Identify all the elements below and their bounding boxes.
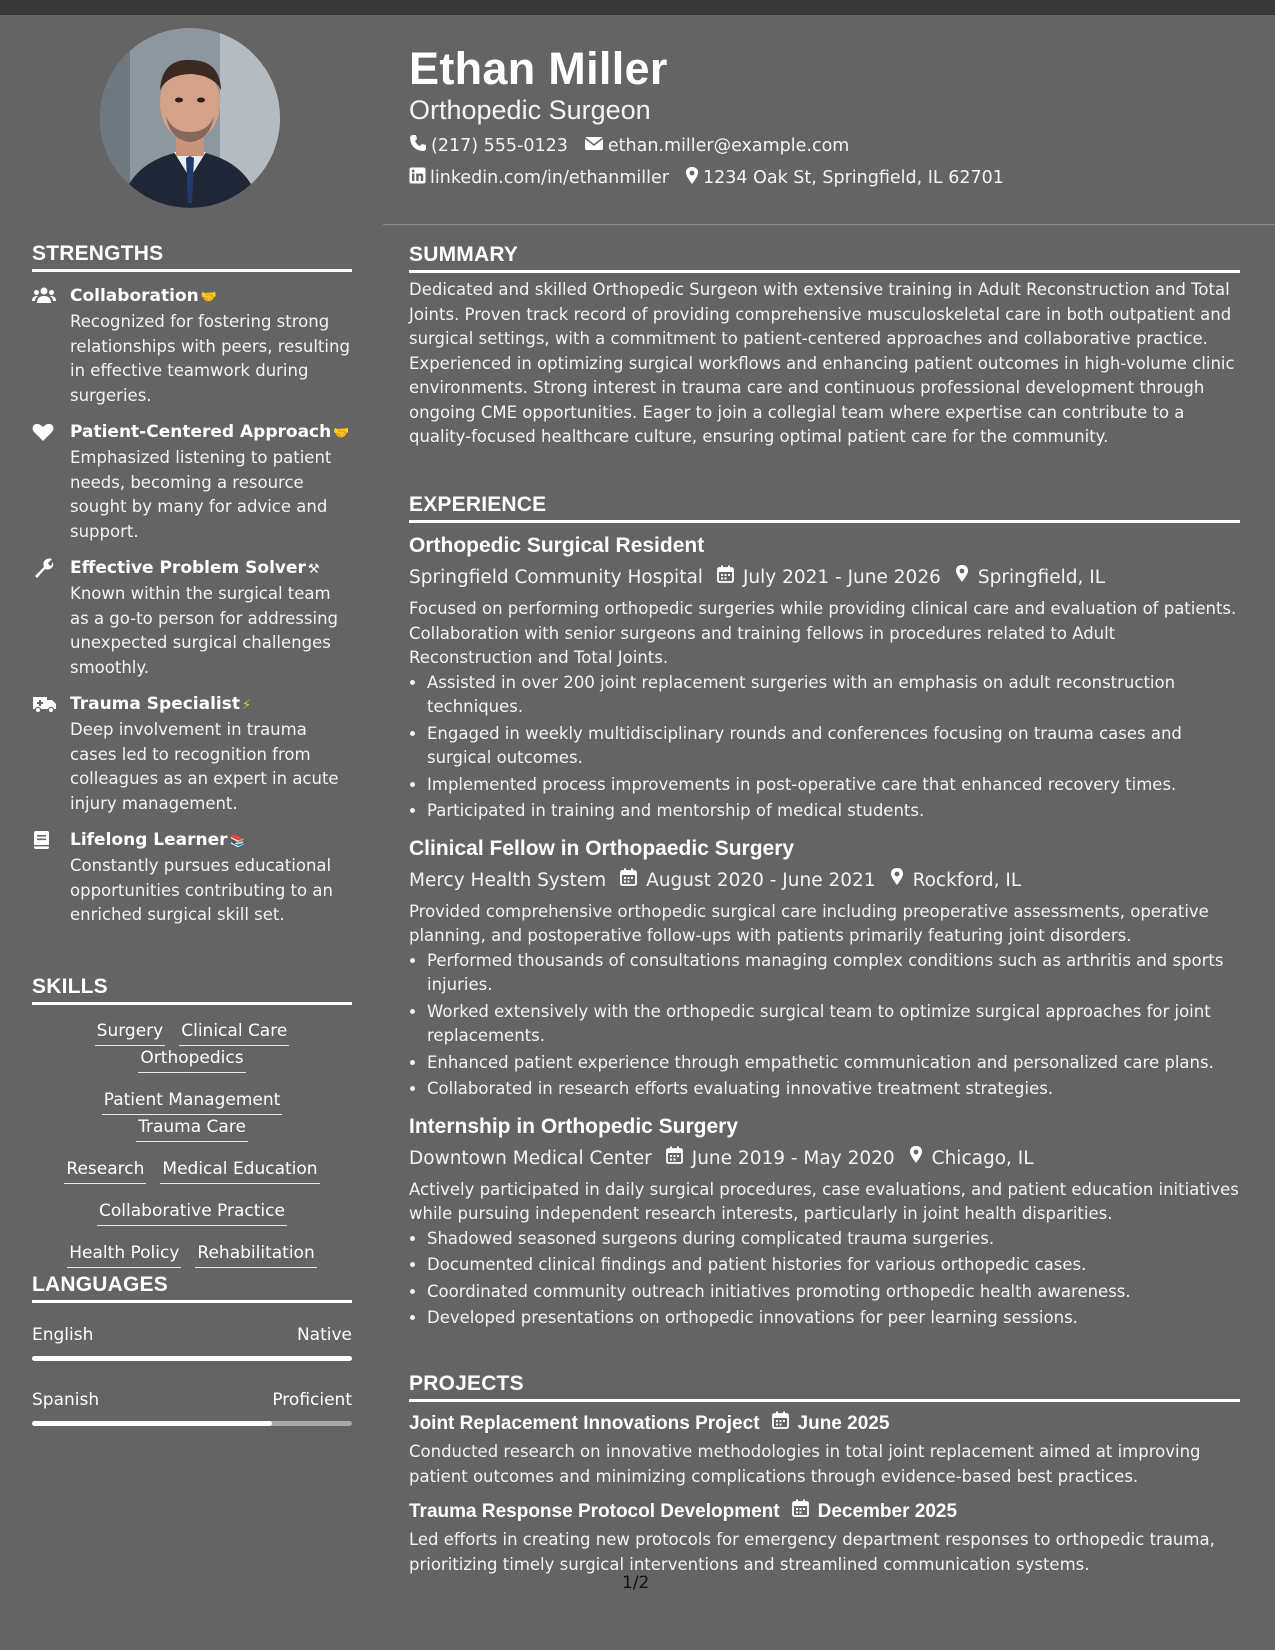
- job-title: Internship in Orthopedic Surgery: [409, 1114, 739, 1138]
- job-bullet: • Engaged in weekly multidisciplinary rounds and conferences focusing on trauma cases and surgical outcomes.: [427, 722, 1240, 771]
- contact-row: [409, 166, 1020, 190]
- job-title: Clinical Fellow in Orthopaedic Surgery: [409, 836, 795, 860]
- envelope-icon: [584, 135, 608, 156]
- strength-name: Lifelong Learner: [70, 830, 228, 850]
- job-organization: Mercy Health System: [409, 869, 607, 891]
- viewer-top-bar: [0, 0, 1275, 15]
- tools-emoji: ⚒: [307, 562, 320, 577]
- books-emoji: 📚: [229, 834, 246, 849]
- strengths-heading: STRENGTHS: [32, 242, 352, 272]
- project-description: Led efforts in creating new protocols for emergency department responses to orthopedic trauma, prioritizing timely surgical interventions and streamlined communication systems.: [409, 1530, 1215, 1574]
- ambulance-icon: [32, 694, 56, 714]
- strength-item: [32, 828, 352, 928]
- skills-heading: SKILLS: [32, 975, 352, 1005]
- phone-number: (217) 555-0123: [431, 135, 568, 156]
- language-item: [32, 1388, 352, 1426]
- projects-heading: PROJECTS: [409, 1372, 1240, 1402]
- skill-tag: Rehabilitation: [195, 1241, 316, 1268]
- summary-section: [409, 243, 1240, 450]
- summary-heading: SUMMARY: [409, 243, 1240, 273]
- skill-tag: Research: [64, 1157, 146, 1184]
- job-location: Chicago, IL: [931, 1147, 1034, 1169]
- page-number: 1/2: [622, 1573, 650, 1593]
- job-bullet: • Participated in training and mentorship of medical students.: [427, 799, 1240, 824]
- language-level: Proficient: [272, 1390, 352, 1410]
- address: 1234 Oak St, Springfield, IL 62701: [702, 168, 1004, 188]
- projects-section: [409, 1372, 1240, 1577]
- job-description: Focused on performing orthopedic surgeries while providing clinical care and evaluation of patients. Collaboration with senior surgeons and training fellows in procedures related to Adult Reconstruction and Total Joints.: [409, 599, 1237, 667]
- skill-tag: Surgery: [95, 1019, 166, 1046]
- map-pin-icon: [955, 563, 978, 593]
- project-description: Conducted research on innovative methodologies in total joint replacement aimed at improving patient outcomes and minimizing complications through evidence-based best practices.: [409, 1442, 1201, 1486]
- job-bullet: • Developed presentations on orthopedic innovations for peer learning sessions.: [427, 1306, 1240, 1331]
- map-pin-icon: [909, 1144, 932, 1174]
- job-bullet: • Performed thousands of consultations managing complex conditions such as arthritis and sports injuries.: [427, 949, 1240, 998]
- linkedin-link[interactable]: linkedin.com/in/ethanmiller: [430, 168, 669, 188]
- job-bullet: • Collaborated in research efforts evaluating innovative treatment strategies.: [427, 1077, 1240, 1102]
- job-bullet: • Shadowed seasoned surgeons during complicated trauma surgeries.: [427, 1227, 1240, 1252]
- calendar-icon: [620, 866, 646, 896]
- candidate-name: Ethan Miller: [409, 43, 668, 94]
- header-divider: [383, 224, 1275, 225]
- job-bullet: • Enhanced patient experience through empathetic communication and personalized care plans.: [427, 1051, 1240, 1076]
- project-name: Trauma Response Protocol Development: [409, 1501, 780, 1522]
- strength-description: Known within the surgical team as a go-to person for addressing unexpected surgical challenges smoothly.: [70, 584, 339, 677]
- job-title: Orthopedic Surgical Resident: [409, 534, 705, 557]
- lightning-emoji: ⚡: [242, 698, 252, 713]
- job-location: Springfield, IL: [977, 567, 1106, 588]
- job-description: Provided comprehensive orthopedic surgical care including preoperative assessments, operative planning, and postoperative follow-ups with patients primarily featuring joint disorders.: [409, 901, 1209, 945]
- map-pin-icon: [685, 166, 703, 190]
- job-entry: [409, 531, 1240, 824]
- strength-description: Constantly pursues educational opportunities contributing to an enriched surgical skill set.: [70, 856, 333, 924]
- summary-text: Dedicated and skilled Orthopedic Surgeon with extensive training in Adult Reconstruction and Total Joints. Proven track record of providing comprehensive musculoskeletal care in both outpatient and surgical settings, with a commitment to patient-centered approaches and collaborative practice. Experienced in optimizing surgical workflows and enhancing patient outcomes in high-volume clinic environments. Strong interest in trauma care and continuous professional development through ongoing CME opportunities. Eager to join a collegial team where expertise can contribute to a quality-focused healthcare culture, ensuring optimal patient care for the community.: [409, 280, 1235, 446]
- strengths-section: [32, 242, 352, 928]
- skill-tag: Orthopedics: [138, 1046, 245, 1073]
- book-icon: [32, 830, 56, 850]
- profile-photo: [100, 28, 280, 208]
- job-organization: Downtown Medical Center: [409, 1147, 652, 1169]
- calendar-icon: [717, 563, 743, 593]
- strength-item: [32, 556, 352, 680]
- strength-name: Patient-Centered Approach: [70, 422, 332, 442]
- skills-section: [32, 975, 352, 1283]
- strength-item: [32, 420, 352, 544]
- language-item: [32, 1323, 352, 1361]
- job-dates: August 2020 - June 2021: [646, 869, 876, 891]
- job-bullet: • Coordinated community outreach initiatives promoting orthopedic health awareness.: [427, 1280, 1240, 1305]
- skill-tag: Trauma Care: [136, 1115, 248, 1142]
- languages-heading: LANGUAGES: [32, 1273, 352, 1303]
- strength-description: Recognized for fostering strong relationships with peers, resulting in effective teamwork during surgeries.: [70, 312, 350, 405]
- job-dates: June 2019 - May 2020: [691, 1147, 895, 1169]
- contact-row: [409, 134, 865, 157]
- linkedin-icon: [409, 167, 430, 189]
- strength-description: Emphasized listening to patient needs, becoming a resource sought by many for advice and support.: [70, 448, 332, 541]
- skill-tag: Medical Education: [160, 1157, 319, 1184]
- project-name: Joint Replacement Innovations Project: [409, 1413, 760, 1434]
- project-date: June 2025: [797, 1413, 890, 1434]
- job-bullet: • Assisted in over 200 joint replacement surgeries with an emphasis on adult reconstruction techniques.: [427, 671, 1240, 720]
- strength-description: Deep involvement in trauma cases led to recognition from colleagues as an expert in acute injury management.: [70, 720, 339, 813]
- job-description: Actively participated in daily surgical procedures, case evaluations, and patient education initiatives while pursuing independent research interests, particularly in joint health disparities.: [409, 1179, 1239, 1223]
- strength-name: Collaboration: [70, 286, 199, 306]
- strength-name: Trauma Specialist: [70, 694, 241, 714]
- language-level: Native: [296, 1325, 352, 1345]
- job-bullet: • Implemented process improvements in post-operative care that enhanced recovery times.: [427, 773, 1240, 798]
- handshake-emoji: 🤝: [200, 290, 217, 305]
- job-organization: Springfield Community Hospital: [409, 567, 703, 588]
- skill-tag: Collaborative Practice: [97, 1199, 287, 1226]
- job-entry: [409, 834, 1240, 1102]
- job-bullet: • Documented clinical findings and patient histories for various orthopedic cases.: [427, 1253, 1240, 1278]
- job-dates: July 2021 - June 2026: [742, 567, 941, 588]
- language-level-bar: [32, 1356, 352, 1361]
- strength-name: Effective Problem Solver: [70, 558, 306, 578]
- candidate-title: Orthopedic Surgeon: [409, 95, 651, 125]
- skill-tag: Patient Management: [102, 1088, 283, 1115]
- language-name: Spanish: [32, 1390, 100, 1410]
- experience-heading: EXPERIENCE: [409, 493, 1240, 523]
- calendar-icon: [760, 1410, 798, 1438]
- languages-section: [32, 1273, 352, 1426]
- language-name: English: [32, 1325, 94, 1345]
- users-icon: [32, 286, 56, 306]
- handshake-emoji: 🤝: [333, 426, 350, 441]
- language-level-bar: [32, 1421, 352, 1426]
- wrench-icon: [32, 558, 56, 578]
- resume-page: [0, 15, 1275, 1650]
- calendar-icon: [780, 1498, 818, 1526]
- email-link[interactable]: ethan.miller@example.com: [607, 135, 850, 156]
- experience-section: [409, 493, 1240, 1333]
- phone-icon: [409, 134, 431, 157]
- job-location: Rockford, IL: [912, 869, 1022, 891]
- strength-item: [32, 284, 352, 408]
- calendar-icon: [666, 1144, 692, 1174]
- map-pin-icon: [890, 866, 913, 896]
- project-date: December 2025: [817, 1501, 958, 1522]
- skill-tag: Clinical Care: [179, 1019, 289, 1046]
- heart-icon: [32, 422, 56, 442]
- project-entry: [409, 1498, 1240, 1577]
- skill-tag: Health Policy: [67, 1241, 181, 1268]
- strength-item: [32, 692, 352, 816]
- project-entry: [409, 1410, 1240, 1489]
- job-entry: [409, 1112, 1240, 1331]
- job-bullet: • Worked extensively with the orthopedic surgical team to optimize surgical approaches for joint replacements.: [427, 1000, 1240, 1049]
